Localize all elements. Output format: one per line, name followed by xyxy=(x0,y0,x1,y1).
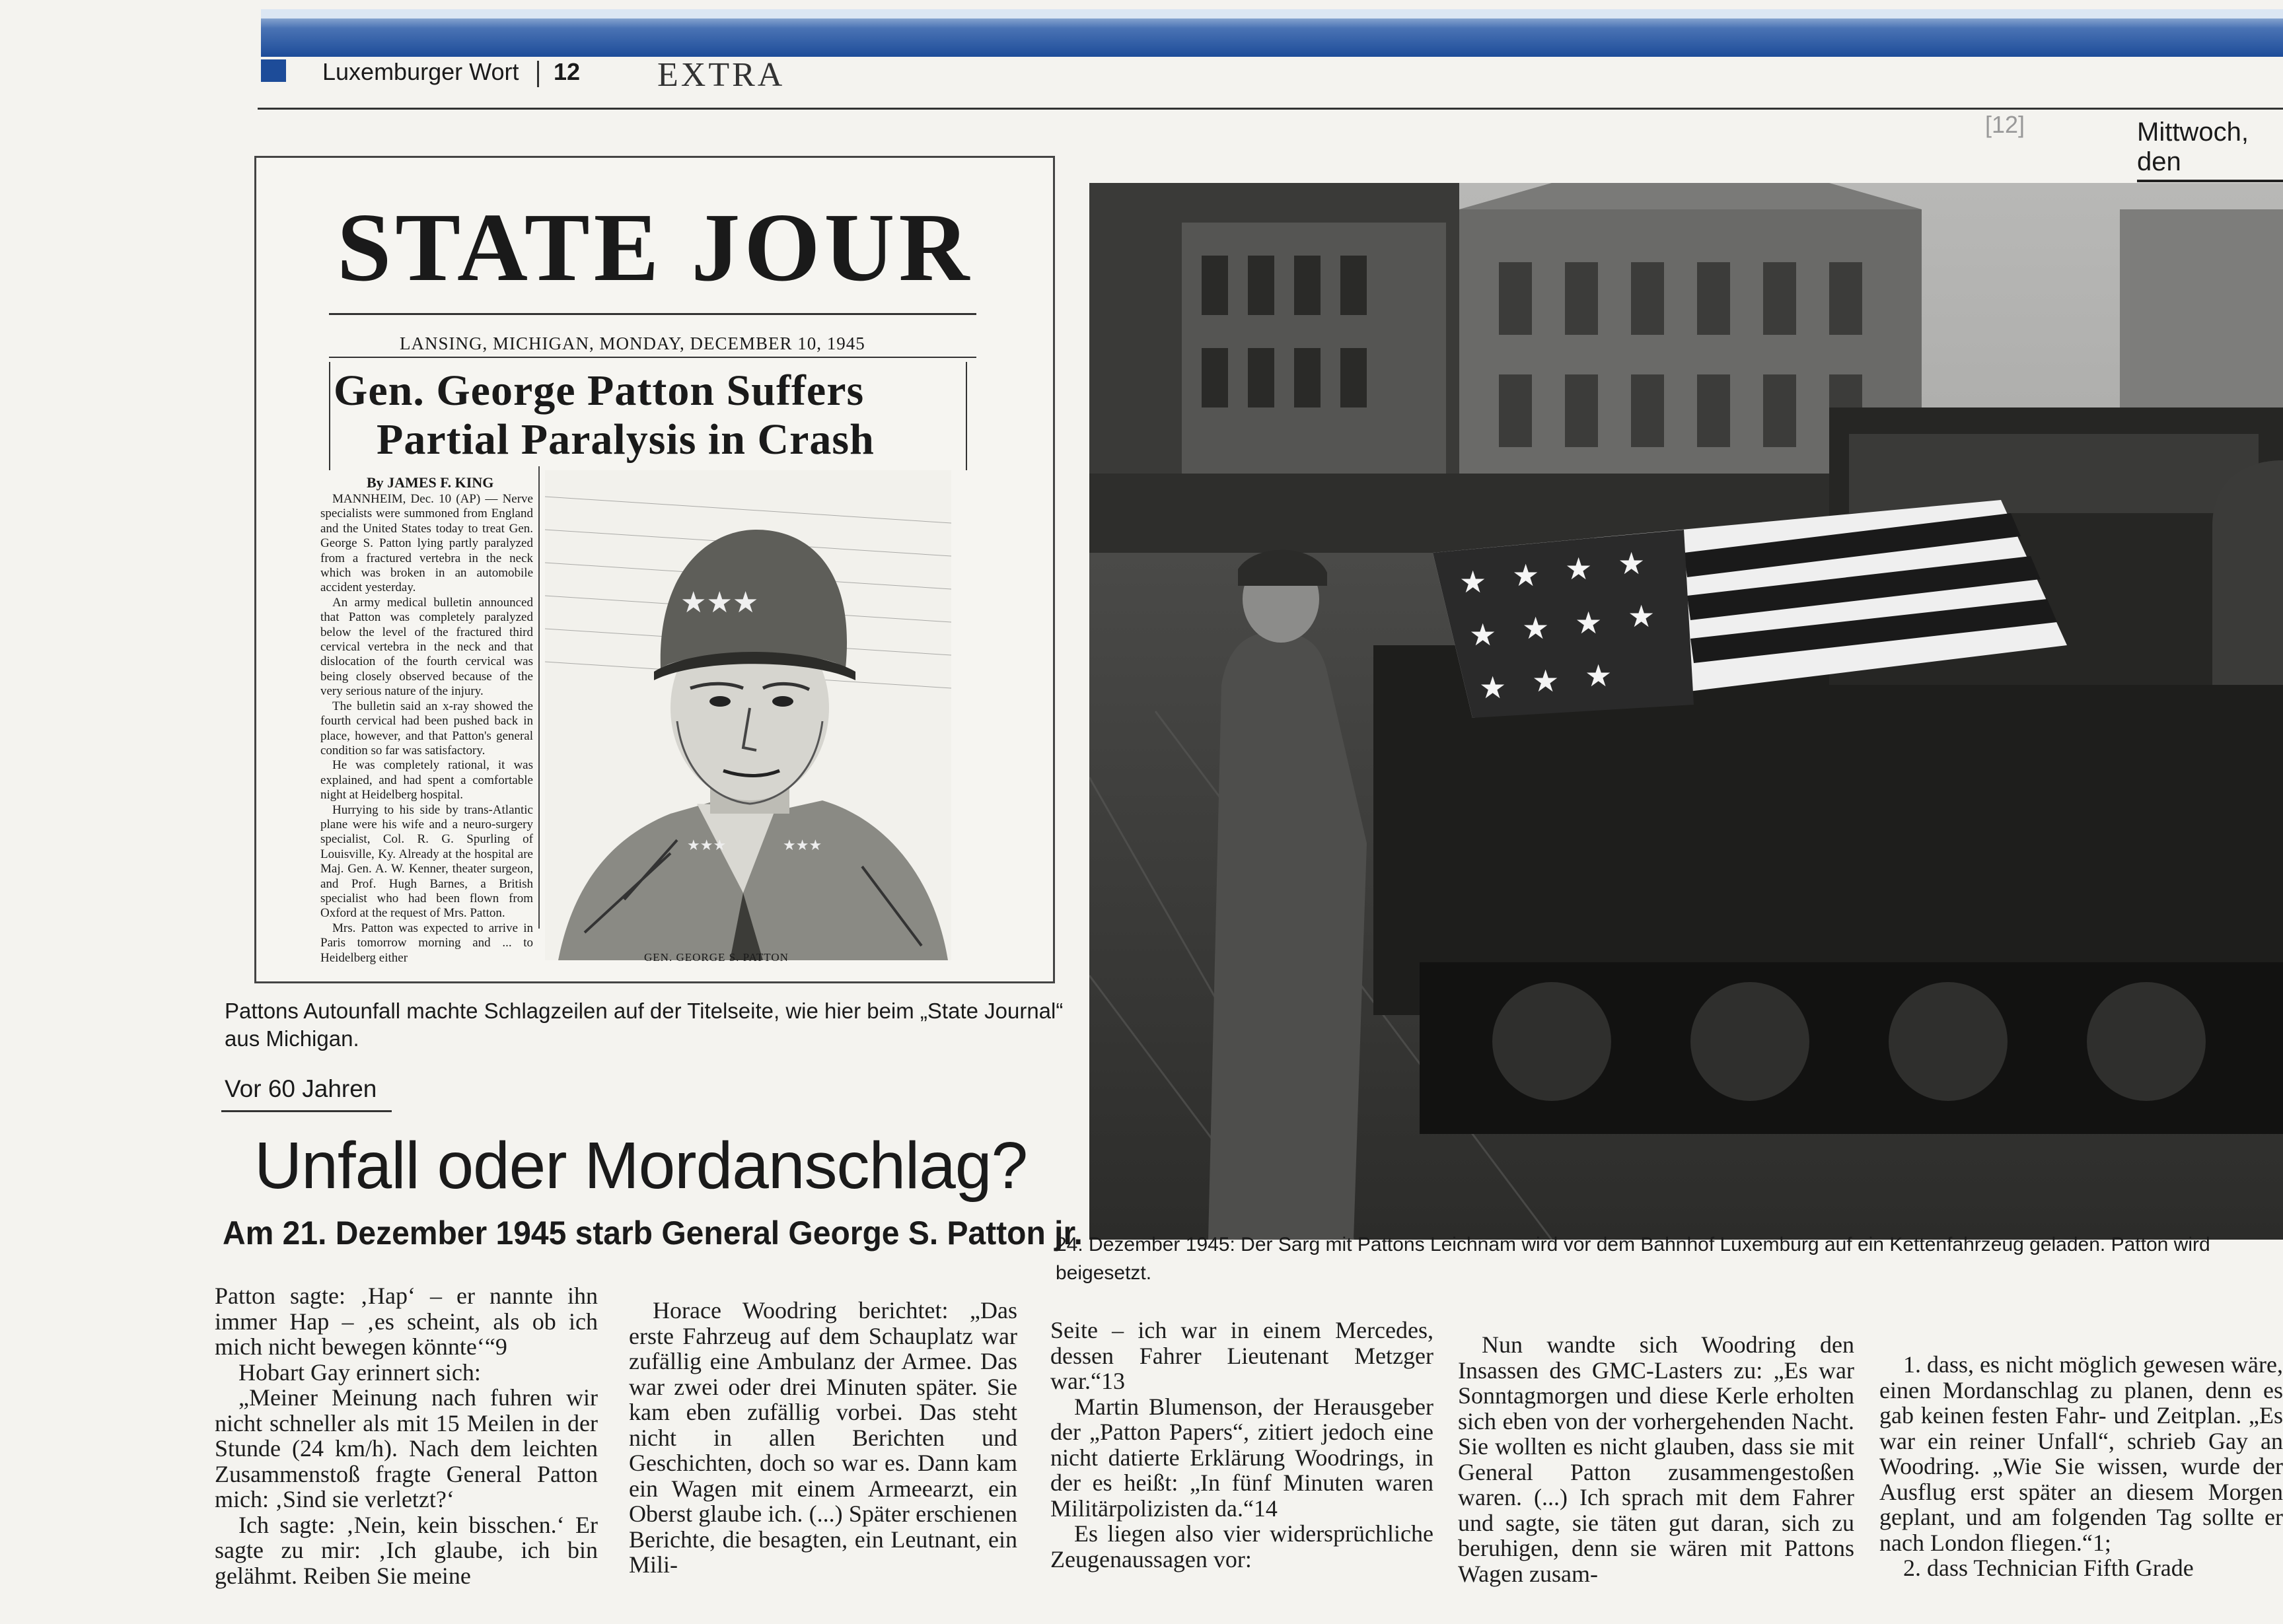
header-rule xyxy=(258,108,2283,110)
body-column-2 xyxy=(629,1298,1017,1578)
svg-text:★: ★ xyxy=(1565,551,1593,586)
header-color-bar-highlight xyxy=(261,9,2283,18)
svg-text:★: ★ xyxy=(1628,598,1655,634)
svg-text:★★★: ★★★ xyxy=(680,586,759,619)
header-separator xyxy=(537,61,539,87)
body-column-5 xyxy=(1879,1352,2283,1581)
clipping-column-rule xyxy=(538,466,540,929)
svg-text:★★★: ★★★ xyxy=(687,837,727,854)
body-paragraph: Martin Blumenson, der Herausgeber der „Patton Papers“, zitiert jedoch eine nicht datierte Erklärung Woodrings, in der es heißt: „In fünf Minuten waren Militärpolizisten da.“14 xyxy=(1050,1393,1433,1522)
clipping-masthead xyxy=(337,198,981,307)
masthead-title: STATE JOUR xyxy=(337,198,974,302)
clipping-paragraph: The bulletin said an x-ray showed the fourth cervical had been pushed back in place, however, and that Patton's general condition so far was satisfactory. xyxy=(320,699,533,758)
body-paragraph: Patton sagte: ‚Hap‘ – er nannte ihn immer Hap – ‚es scheint, als ob ich mich nicht bewegen könnte‘“9 xyxy=(215,1283,598,1360)
funeral-photo xyxy=(1089,183,2283,1240)
clipping-paragraph: Mrs. Patton was expected to arrive in Paris tomorrow morning and ... to Heidelberg either xyxy=(320,921,533,965)
svg-text:★: ★ xyxy=(1585,658,1613,693)
svg-text:★: ★ xyxy=(1522,610,1550,646)
body-paragraph: „Meiner Meinung nach fuhren wir nicht schneller als mit 15 Meilen in der Stunde (24 km/h). Nach dem leichten Zusammenstoß fragte General Patton mich: ‚Sind sie verletzt?‘ xyxy=(215,1384,598,1512)
svg-text:★: ★ xyxy=(1479,670,1507,705)
body-column-1 xyxy=(215,1283,598,1588)
clipping-caption: Pattons Autounfall machte Schlagzeilen auf der Titelseite, wie hier beim „State Journal“ aus Michigan. xyxy=(225,999,1064,1051)
body-paragraph: 1. dass, es nicht möglich gewesen wäre, einen Mordanschlag zu planen, denn es gab keinen festen Fahr- und Zeitplan. „Es war ein reiner Unfall“, schrieb Gay an Woodring. „Wie Sie wissen, wurde der Ausflug erst später an diesem Morgen geplant, und am folgenden Tag sollte er nach London fliegen.“1; xyxy=(1879,1351,2283,1556)
clipping-paragraph: MANNHEIM, Dec. 10 (AP) — Nerve specialists were summoned from England and the United States today to treat Gen. George S. Patton lying partly paralyzed from a fractured vertebra in the neck which was broken in an automobile accident yesterday. xyxy=(320,492,533,595)
body-paragraph: 2. dass Technician Fifth Grade xyxy=(1903,1555,2194,1581)
body-paragraph: Es liegen also vier widersprüchliche Zeugenaussagen vor: xyxy=(1050,1520,1433,1572)
paper-name: Luxemburger Wort xyxy=(322,58,519,85)
masthead-rule xyxy=(329,313,976,315)
svg-text:★★★: ★★★ xyxy=(783,837,822,854)
portrait-caption: GEN. GEORGE S. PATTON xyxy=(644,951,789,964)
svg-text:★: ★ xyxy=(1575,605,1603,641)
kicker: Vor 60 Jahren xyxy=(225,1075,377,1102)
section-label: EXTRA xyxy=(657,56,785,94)
page-bracket: [12] xyxy=(1985,111,2025,138)
body-column-4 xyxy=(1458,1332,1854,1586)
header-date: Mittwoch, den xyxy=(2137,118,2249,176)
header-date-rule xyxy=(2137,180,2283,182)
svg-text:★: ★ xyxy=(1459,564,1487,600)
main-headline: Unfall oder Mordanschlag? xyxy=(254,1129,1028,1203)
body-paragraph: Hobart Gay erinnert sich: xyxy=(238,1359,481,1386)
clipping-paragraph: An army medical bulletin announced that Patton was completely paralyzed below the level of the fractured third cervical vertebra in the neck and that dislocation of the fourth cervical was being closely observed because of the very serious nature of the injury. xyxy=(320,595,533,699)
patton-portrait-illustration xyxy=(545,470,951,960)
svg-text:★: ★ xyxy=(1532,663,1560,699)
body-paragraph: Seite – ich war in einem Mercedes, dessen Fahrer Lieutenant Metzger war.“13 xyxy=(1050,1317,1433,1394)
subheadline: Am 21. Dezember 1945 starb General George S. Patton jr. xyxy=(223,1215,1083,1252)
body-column-3 xyxy=(1050,1318,1433,1572)
body-paragraph: Horace Woodring berichtet: „Das erste Fahrzeug auf dem Schauplatz war zufällig eine Ambulanz der Armee. Das war zwei oder drei Minuten später. Sie kam eben zufällig vorbei. Das steht nicht in allen Berichten und Geschichten, doch so war es. Dann kam ein Wagen mit einem Armeearzt, ein Oberst glaube ich. (...) Später erschienen Berichte, die besagten, ein Leutnant, ein Mili- xyxy=(629,1297,1017,1578)
svg-text:★: ★ xyxy=(1618,546,1646,581)
clipping-headline-line2: Partial Paralysis in Crash xyxy=(377,415,875,464)
header-square-icon xyxy=(261,59,286,82)
page-number: 12 xyxy=(554,58,581,85)
clipping-dateline: LANSING, MICHIGAN, MONDAY, DECEMBER 10, 1945 xyxy=(400,334,865,353)
svg-text:★: ★ xyxy=(1512,557,1540,593)
photo-caption: 24. Dezember 1945: Der Sarg mit Pattons Leichnam wird vor dem Bahnhof Luxemburg auf ein Kettenfahrzeug geladen. Patton wird beigesetzt. xyxy=(1056,1234,2210,1284)
body-paragraph: Ich sagte: ‚Nein, kein bisschen.‘ Er sagte zu mir: ‚Ich glaube, ich bin gelähmt. Reiben Sie meine xyxy=(215,1511,598,1589)
kicker-rule xyxy=(221,1110,392,1112)
clipping-paragraph: Hurrying to his side by trans-Atlantic plane were his wife and a neuro-surgery specialist, Col. R. G. Spurling of Louisville, Ky. Already at the hospital are Maj. Gen. A. W. Kenner, theater surgeon, and Prof. Hugh Barnes, a British specialist who had been flown from Oxford at the request of Mrs. Patton. xyxy=(320,802,533,921)
svg-text:★: ★ xyxy=(1469,617,1497,653)
body-paragraph: Nun wandte sich Woodring den Insassen des GMC-Lasters zu: „Es war Sonntagmorgen und diese Kerle erholten sich eben von der vorhergehenden Nacht. Sie wollten es nicht glauben, dass sie mit General Patton zusammengestoßen waren. (...) Ich sprach mit dem Fahrer und sagte, sie täten gut daran, sich zu beruhigen, denn sie wären mit Pattons Wagen zusam- xyxy=(1458,1331,1854,1587)
dateline-rule xyxy=(329,357,976,358)
clipping-byline: By JAMES F. KING xyxy=(367,474,494,491)
clipping-paragraph: He was completely rational, it was explained, and had spent a comfortable night at Heidelberg hospital. xyxy=(320,758,533,802)
clipping-article xyxy=(320,492,533,966)
clipping-headline-line1: Gen. George Patton Suffers xyxy=(334,367,865,415)
